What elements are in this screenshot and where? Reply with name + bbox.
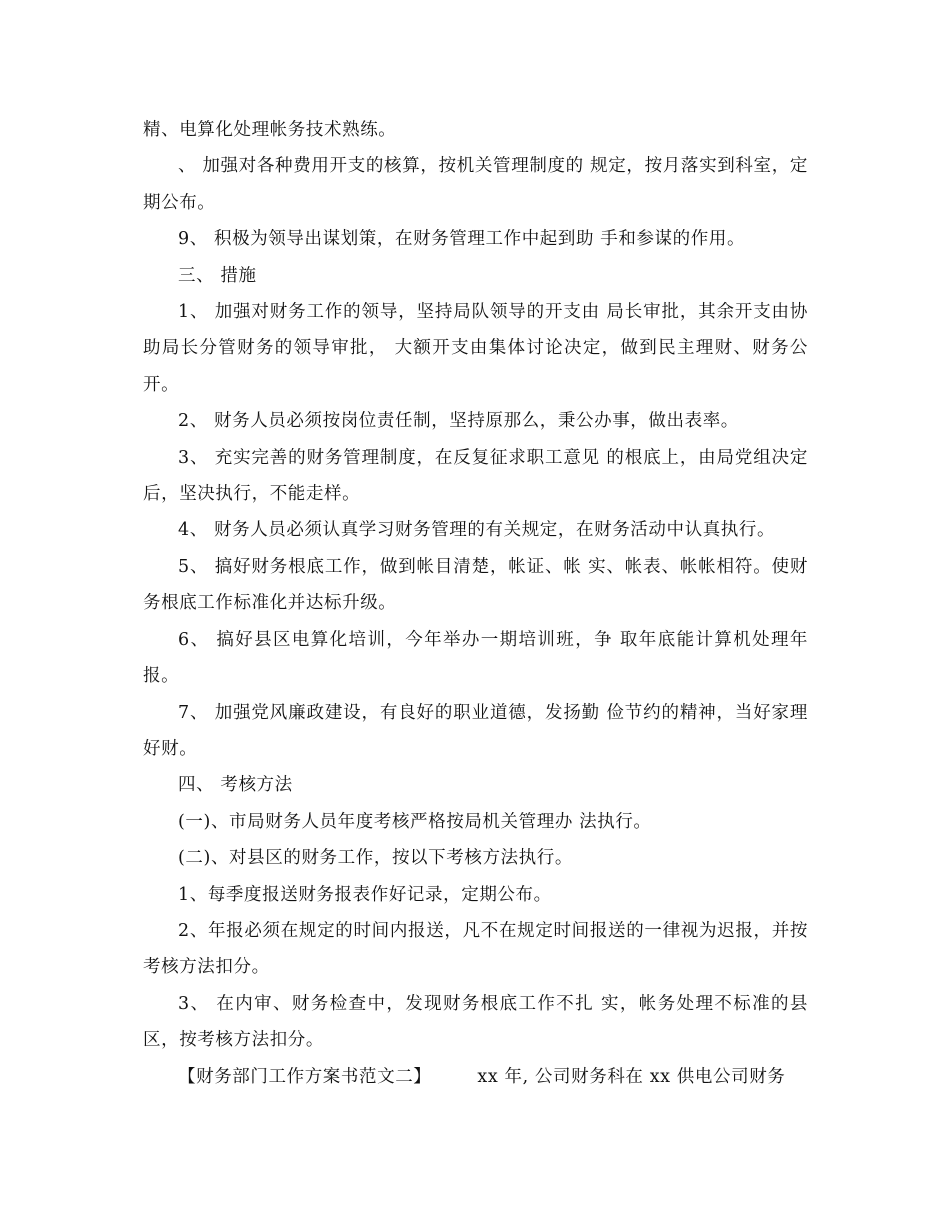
paragraph-measure-6: 6、 搞好县区电算化培训，今年举办一期培训班，争 取年底能计算机处理年报。 — [143, 629, 808, 687]
paragraph-assessment-a: (一)、市局财务人员年度考核严格按局机关管理办 法执行。 — [178, 811, 652, 832]
paragraph-item-8: 、 加强对各种费用开支的核算，按机关管理制度的 规定，按月落实到科室，定期公布。 — [143, 156, 808, 213]
closing-text: xx 年, 公司财务科在 xx 供电公司财务 — [477, 1066, 786, 1087]
paragraph-measure-1: 1、 加强对财务工作的领导，坚持局队领导的开支由 局长审批，其余开支由协助局长分管财务的领导审批， 大额开支由集体讨论决定，做到民主理财、财务公开。 — [143, 302, 808, 395]
paragraph-assessment-b: (二)、对县区的财务工作，按以下考核方法执行。 — [178, 848, 573, 869]
closing-line — [143, 1059, 808, 1095]
paragraph-measure-7: 7、 加强党风廉政建设，有良好的职业道德，发扬勤 俭节约的精神，当好家理好财。 — [143, 702, 808, 759]
paragraph-measure-5: 5、 搞好财务根底工作，做到帐目清楚，帐证、帐 实、帐表、帐帐相符。使财务根底工作标准化并达标升级。 — [143, 556, 808, 614]
paragraph-measure-4: 4、 财务人员必须认真学习财务管理的有关规定，在财务活动中认真执行。 — [178, 520, 776, 541]
document-body — [143, 112, 808, 1095]
paragraph-item-9: 9、 积极为领导出谋划策，在财务管理工作中起到助 手和参谋的作用。 — [178, 229, 746, 250]
paragraph-assessment-3: 3、 在内审、财务检查中，发现财务根底工作不扎 实，帐务处理不标准的县区，按考核方法扣分。 — [143, 993, 808, 1051]
paragraph-measure-2: 2、 财务人员必须按岗位责任制，坚持原那么，秉公办事，做出表率。 — [178, 411, 739, 432]
section-heading-measures: 三、 措施 — [178, 265, 257, 286]
closing-heading: 【财务部门工作方案书范文二】 — [178, 1066, 432, 1087]
paragraph-continuation: 精、电算化处理帐务技术熟练。 — [143, 120, 397, 140]
paragraph-measure-3: 3、 充实完善的财务管理制度，在反复征求职工意见 的根底上，由局党组决定后，坚决执行，不能走样。 — [143, 447, 808, 505]
section-heading-assessment: 四、 考核方法 — [178, 775, 293, 796]
paragraph-assessment-1: 1、每季度报送财务报表作好记录，定期公布。 — [178, 884, 552, 905]
paragraph-assessment-2: 2、年报必须在规定的时间内报送，凡不在规定时间报送的一律视为迟报，并按考核方法扣分。 — [143, 920, 808, 978]
